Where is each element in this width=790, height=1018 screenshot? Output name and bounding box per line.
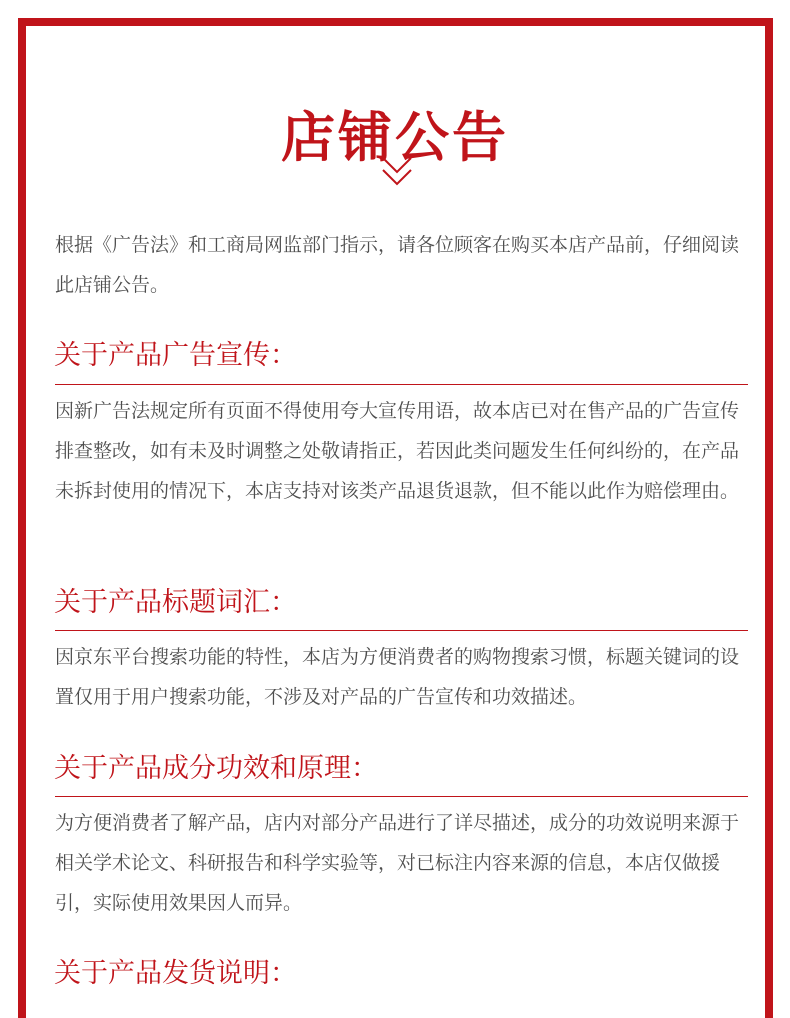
intro-text: 根据《广告法》和工商局网监部门指示，请各位顾客在购买本店产品前，仔细阅读此店铺公告。: [55, 234, 740, 296]
double-chevron-down-icon: [381, 155, 413, 189]
section-heading-advertising: 关于产品广告宣传：: [54, 340, 297, 371]
page-title: 店铺公告: [281, 106, 509, 170]
section-body-advertising: 因新广告法规定所有页面不得使用夸大宣传用语，故本店已对在售产品的广告宣传排查整改，如有未及时调整之处敬请指正，若因此类问题发生任何纠纷的，在产品未拆封使用的情况下，本店支持对该类产品退货退款，但不能以此作为赔偿理由。: [55, 400, 740, 502]
section-divider: [55, 796, 748, 797]
section-heading-shipping: 关于产品发货说明：: [54, 958, 297, 989]
section-body-ingredients: 为方便消费者了解产品，店内对部分产品进行了详尽描述，成分的功效说明来源于相关学术论文、科研报告和科学实验等，对已标注内容来源的信息，本店仅做援引，实际使用效果因人而异。: [55, 812, 740, 914]
section-divider: [55, 384, 748, 385]
section-heading-ingredients: 关于产品成分功效和原理：: [54, 753, 378, 784]
section-body-title-keywords: 因京东平台搜索功能的特性，本店为方便消费者的购物搜索习惯，标题关键词的设置仅用于用户搜索功能，不涉及对产品的广告宣传和功效描述。: [55, 646, 740, 708]
section-heading-title-keywords: 关于产品标题词汇：: [54, 587, 297, 618]
section-divider: [55, 630, 748, 631]
